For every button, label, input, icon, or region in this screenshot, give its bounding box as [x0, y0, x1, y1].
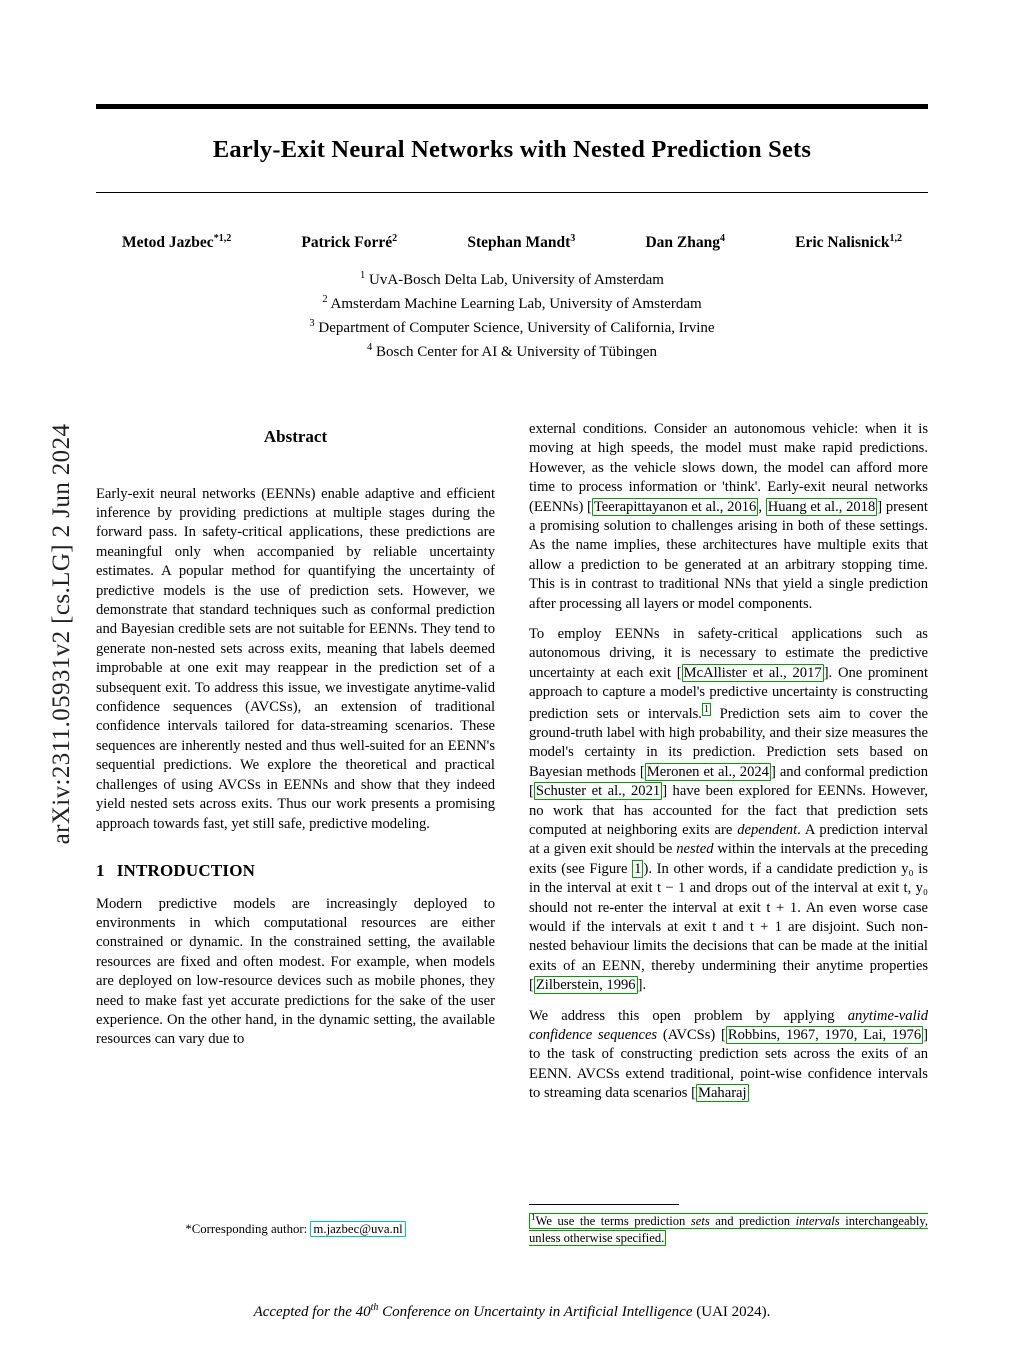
author-list	[96, 233, 928, 252]
right-paragraph-3: We address this open problem by applying anytime-valid confidence sequences (AVCSs) [ Robbins, 1967, 1970, Lai, 1976 ] to the task of constructing prediction sets across the exits of an EENN. AVCSs extend traditional, point-wise confidence intervals to streaming data scenarios [ Maharaj	[529, 1007, 928, 1102]
conference-footer: Accepted for the 40th Conference on Uncertainty in Artificial Intelligence (UAI 2024).	[253, 1302, 771, 1320]
email-link[interactable]: m.jazbec@uva.nl	[310, 1221, 405, 1237]
affiliation-list	[96, 268, 928, 364]
author-0: Metod Jazbec$^{*1,2}$	[122, 233, 232, 252]
author-4-affil: 1,2	[889, 233, 902, 245]
citation-mcallister[interactable]: McAllister et al., 2017	[683, 664, 822, 681]
footnote-1-body: $^1$We use the terms prediction sets and prediction intervals interchangeably, unless otherwise specified.	[529, 1212, 928, 1246]
paper-header	[96, 104, 928, 364]
page-title: Early-Exit Neural Networks with Nested Prediction Sets	[212, 136, 812, 163]
abstract-heading: Abstract	[263, 427, 328, 446]
author-1: Patrick Forré$^2$	[301, 233, 398, 252]
figure-reference-1[interactable]: 1	[634, 860, 642, 877]
author-3: Dan Zhang$^4$	[645, 233, 725, 252]
emphasis-avcs: anytime-valid confidence sequences	[529, 1007, 928, 1044]
affiliation-0: $^1$ UvA-Bosch Delta Lab, University of Amsterdam	[360, 270, 664, 289]
author-1-affil: 2	[392, 233, 398, 245]
abstract-text: Early-exit neural networks (EENNs) enable adaptive and efficient inference by providing predictions at multiple stages during the forward pass. In safety-critical applications, these predictions are meaningful only when accompanied by reliable uncertainty estimates. A popular method for quantifying the uncertainty of predictive models is the use of prediction sets. However, we demonstrate that standard techniques such as conformal prediction and Bayesian credible sets are not suitable for EENNs. They tend to generate non-nested sets across exits, meaning that labels deemed improbable at one exit may reappear in the prediction set of a subsequent exit. To address this issue, we investigate anytime-valid confidence sequences (AVCSs), an extension of traditional confidence intervals tailored for data-streaming scenarios. These sequences are inherently nested and thus well-suited for an EENN's sequential predictions. We explore the theoretical and practical challenges of using AVCSs in EENNs and show that they indeed yield nested sets across exits. Thus our work presents a promising approach towards fast, yet still safe, predictive modeling.	[96, 485, 495, 832]
author-4: Eric Nalisnick$^{1,2}$	[795, 233, 902, 252]
right-paragraph-2: To employ EENNs in safety-critical applications such as autonomous driving, it is necessary to estimate the predictive uncertainty at each exit [ McAllister et al., 2017 ]. One prominent approach to capture a model's predictive uncertainty is constructing prediction sets or intervals. $^1$ Prediction sets aim to cover the ground-truth label with high probability, and their size measures the model's certainty in its prediction. Prediction sets based on Bayesian methods [ Meronen et al., 2024 ] and conformal prediction [ Schuster et al., 2021 ] have been explored for EENNs. However, no work that has accounted for the fact that prediction sets computed at neighboring exits are dependent. A prediction interval at a given exit should be nested within the intervals at the preceding exits (see Figure 1 ). In other words, if a candidate prediction y₀ is in the interval at exit t − 1 and drops out of the interval at exit t, y₀ should not re-enter the interval at exit t + 1. An even worse case would if the intervals at exit t and t + 1 are disjoint. Such non-nested behaviour limits the decisions that can be made at the initial exits of an EENN, thereby undermining their anytime properties [ Zilberstein, 1996 ].	[529, 626, 929, 994]
author-2: Stephan Mandt$^3$	[467, 233, 576, 252]
footnote-1	[529, 1211, 928, 1247]
left-column	[96, 420, 495, 1115]
right-paragraph-1: external conditions. Consider an autonomous vehicle: when it is moving at high speeds, the model must make rapid predictions. However, as the vehicle slows down, the model can afford more time to process information or 'think'. Early-exit neural networks (EENNs) [ Teerapittayanon et al., 2016 , Huang et al., 2018 ] present a promising solution to challenges arising in both of these settings. As the name implies, these architectures have multiple exits that allow a prediction to be generated at an arbitrary stopping time. This is in contrast to traditional NNs that yield a single prediction after processing all layers or model components.	[529, 421, 928, 612]
arxiv-stamp: arXiv:2311.05931v2 [cs.LG] 2 Jun 2024	[48, 423, 75, 845]
emphasis-dependent: dependent	[737, 821, 798, 838]
author-0-affil: *1,2	[213, 233, 232, 245]
affiliation-2: $^3$ Department of Computer Science, University of California, Irvine	[309, 317, 715, 336]
affiliation-3: $^4$ Bosch Center for AI & University of Tübingen	[367, 341, 657, 360]
citation-schuster[interactable]: Schuster et al., 2021	[535, 783, 661, 800]
citation-maharaj[interactable]: Maharaj	[697, 1085, 747, 1102]
section-number: 1	[96, 860, 105, 880]
footnote-1-block	[529, 1196, 928, 1247]
citation-meronen[interactable]: Meronen et al., 2024	[646, 763, 769, 780]
intro-paragraph-1: Modern predictive models are increasingly deployed to environments in which computational resources are either constrained or dynamic. In the constrained setting, the available resources are fixed and often modest. For example, when models are deployed on low-resource devices such as mobile phones, they need to make fast yet accurate predictions for the sake of the user experience. On the other hand, in the dynamic setting, the available resources can vary due to	[96, 895, 495, 1048]
right-column	[529, 420, 928, 1115]
body-columns	[96, 420, 928, 1115]
citation-zilberstein[interactable]: Zilberstein, 1996	[535, 977, 636, 994]
section-title: INTRODUCTION	[116, 860, 256, 880]
corresponding-author-footnote: *Corresponding author: m.jazbec@uva.nl	[96, 1222, 495, 1237]
emphasis-nested: nested	[676, 841, 714, 858]
footnote-rule	[529, 1204, 679, 1205]
section-heading-introduction	[96, 860, 495, 883]
citation-teerapittayanon[interactable]: Teerapittayanon et al., 2016	[593, 498, 757, 515]
author-2-affil: 3	[570, 233, 576, 245]
citation-robbins-lai[interactable]: Robbins, 1967, 1970, Lai, 1976	[727, 1027, 922, 1044]
footnote-marker-1[interactable]: 1	[703, 703, 709, 715]
top-rule	[96, 104, 928, 109]
author-3-affil: 4	[719, 233, 725, 245]
citation-huang[interactable]: Huang et al., 2018	[767, 498, 876, 515]
title-rule	[96, 192, 928, 193]
affiliation-1: $^2$ Amsterdam Machine Learning Lab, University of Amsterdam	[322, 294, 702, 313]
